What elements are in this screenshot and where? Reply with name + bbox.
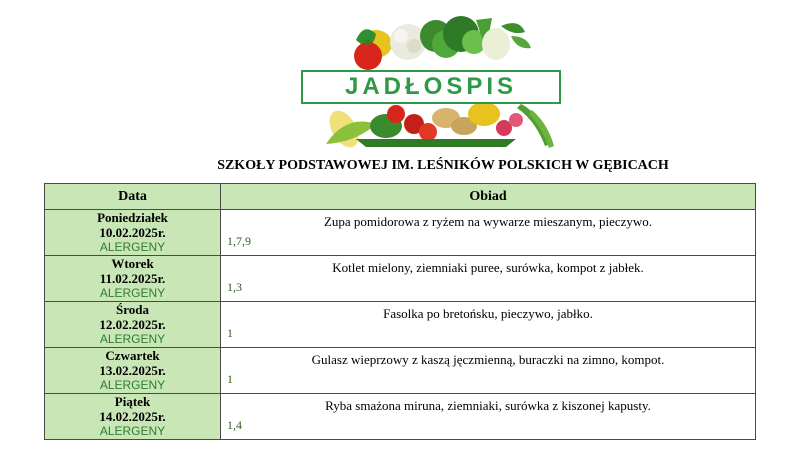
meal-cell — [221, 302, 756, 348]
day-name: Czwartek — [105, 348, 160, 363]
meal-description: Gulasz wieprzowy z kaszą jęczmienną, buraczki na zimno, kompot. — [311, 352, 665, 367]
title-box — [301, 70, 561, 104]
table-header-row — [45, 184, 756, 210]
day-name: Piątek — [114, 394, 151, 409]
menu-banner — [296, 14, 574, 154]
menu-table — [44, 183, 756, 440]
day-cell — [45, 256, 221, 302]
day-date: 13.02.2025r. — [99, 363, 166, 378]
table-row — [45, 302, 756, 348]
day-date: 10.02.2025r. — [99, 225, 166, 240]
day-cell — [45, 302, 221, 348]
table-row — [45, 256, 756, 302]
column-header-meal: Obiad — [221, 184, 756, 210]
meal-cell — [221, 394, 756, 440]
column-header-date: Data — [45, 184, 221, 210]
day-name: Wtorek — [111, 256, 154, 271]
meal-description: Fasolka po bretońsku, pieczywo, jabłko. — [383, 306, 593, 321]
day-cell — [45, 210, 221, 256]
day-cell — [45, 348, 221, 394]
meal-description: Zupa pomidorowa z ryżem na wywarze mieszanym, pieczywo. — [323, 214, 653, 229]
day-date: 14.02.2025r. — [99, 409, 166, 424]
meal-description: Ryba smażona miruna, ziemniaki, surówka z kiszonej kapusty. — [325, 398, 651, 413]
allergen-label: ALERGENY — [99, 286, 166, 300]
allergen-codes: 1,7,9 — [227, 234, 251, 248]
meal-cell — [221, 256, 756, 302]
allergen-label: ALERGENY — [99, 240, 166, 254]
allergen-codes: 1,3 — [227, 280, 242, 294]
allergen-label: ALERGENY — [99, 378, 166, 392]
menu-title: JADŁOSPIS — [344, 73, 518, 100]
allergen-codes: 1 — [227, 372, 233, 386]
day-name: Poniedziałek — [97, 210, 168, 225]
day-cell — [45, 394, 221, 440]
table-row — [45, 394, 756, 440]
day-name: Środa — [116, 302, 149, 317]
meal-cell — [221, 210, 756, 256]
meal-description: Kotlet mielony, ziemniaki puree, surówka, kompot z jabłek. — [332, 260, 644, 275]
day-date: 11.02.2025r. — [99, 271, 166, 286]
allergen-codes: 1 — [227, 326, 233, 340]
table-row — [45, 210, 756, 256]
allergen-codes: 1,4 — [227, 418, 242, 432]
table-row — [45, 348, 756, 394]
day-date: 12.02.2025r. — [99, 317, 166, 332]
school-name: SZKOŁY PODSTAWOWEJ IM. LEŚNIKÓW POLSKICH W GĘBICACH — [217, 158, 669, 173]
meal-cell — [221, 348, 756, 394]
allergen-label: ALERGENY — [99, 424, 166, 438]
allergen-label: ALERGENY — [99, 332, 166, 346]
